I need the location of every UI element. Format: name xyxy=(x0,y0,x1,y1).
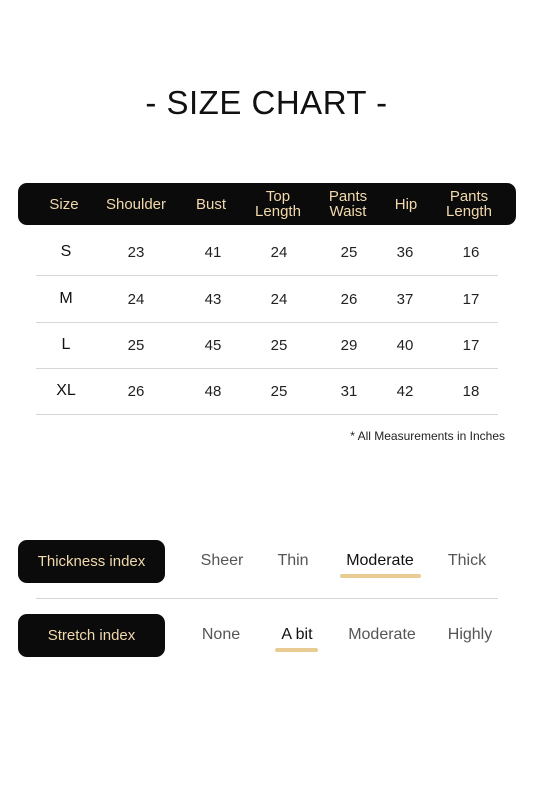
cell-pants-length: 16 xyxy=(462,243,480,261)
divider xyxy=(36,598,498,599)
cell-pants-waist: 26 xyxy=(340,290,358,308)
header-hip: Hip xyxy=(394,195,418,213)
thickness-index-label: Thickness index xyxy=(18,540,165,583)
measurement-note: * All Measurements in Inches xyxy=(350,429,505,443)
cell-size: M xyxy=(59,290,73,307)
stretch-option-highly: Highly xyxy=(447,626,493,643)
table-row xyxy=(36,229,498,276)
cell-bust: 48 xyxy=(204,382,222,400)
header-size: Size xyxy=(49,195,79,213)
header-top-length: Top Length xyxy=(255,188,301,220)
stretch-option-a-bit: A bit xyxy=(281,626,313,643)
cell-pants-waist: 31 xyxy=(340,382,358,400)
cell-pants-length: 17 xyxy=(462,336,480,354)
cell-hip: 40 xyxy=(396,336,414,354)
cell-top-length: 24 xyxy=(270,290,288,308)
cell-bust: 45 xyxy=(204,336,222,354)
cell-bust: 43 xyxy=(204,290,222,308)
thickness-option-sheer: Sheer xyxy=(200,552,244,569)
header-pants-waist: Pants Waist xyxy=(328,188,368,220)
cell-size: XL xyxy=(56,382,76,399)
cell-shoulder: 26 xyxy=(127,382,145,400)
table-header xyxy=(18,183,516,225)
cell-hip: 42 xyxy=(396,382,414,400)
cell-size: S xyxy=(60,243,72,260)
header-pants-length: Pants Length xyxy=(446,188,492,220)
page-title: - SIZE CHART - xyxy=(145,84,388,121)
stretch-option-moderate: Moderate xyxy=(348,626,416,643)
thickness-option-moderate: Moderate xyxy=(346,552,414,569)
cell-pants-length: 17 xyxy=(462,290,480,308)
stretch-option-none: None xyxy=(201,626,241,643)
cell-hip: 36 xyxy=(396,243,414,261)
table-row xyxy=(36,276,498,323)
cell-top-length: 24 xyxy=(270,243,288,261)
header-bust: Bust xyxy=(195,195,226,213)
cell-shoulder: 25 xyxy=(127,336,145,354)
cell-shoulder: 23 xyxy=(127,243,145,261)
cell-top-length: 25 xyxy=(270,382,288,400)
thickness-option-thin: Thin xyxy=(277,552,309,569)
cell-bust: 41 xyxy=(204,243,222,261)
cell-hip: 37 xyxy=(396,290,414,308)
header-shoulder: Shoulder xyxy=(105,195,167,213)
cell-top-length: 25 xyxy=(270,336,288,354)
thickness-option-thick: Thick xyxy=(447,552,487,569)
cell-pants-waist: 25 xyxy=(340,243,358,261)
cell-shoulder: 24 xyxy=(127,290,145,308)
thickness-selected-underline xyxy=(340,574,421,578)
cell-size: L xyxy=(61,336,71,353)
cell-pants-waist: 29 xyxy=(340,336,358,354)
table-row xyxy=(36,368,498,415)
table-row xyxy=(36,322,498,369)
stretch-selected-underline xyxy=(275,648,318,652)
cell-pants-length: 18 xyxy=(462,382,480,400)
stretch-index-label: Stretch index xyxy=(18,614,165,657)
